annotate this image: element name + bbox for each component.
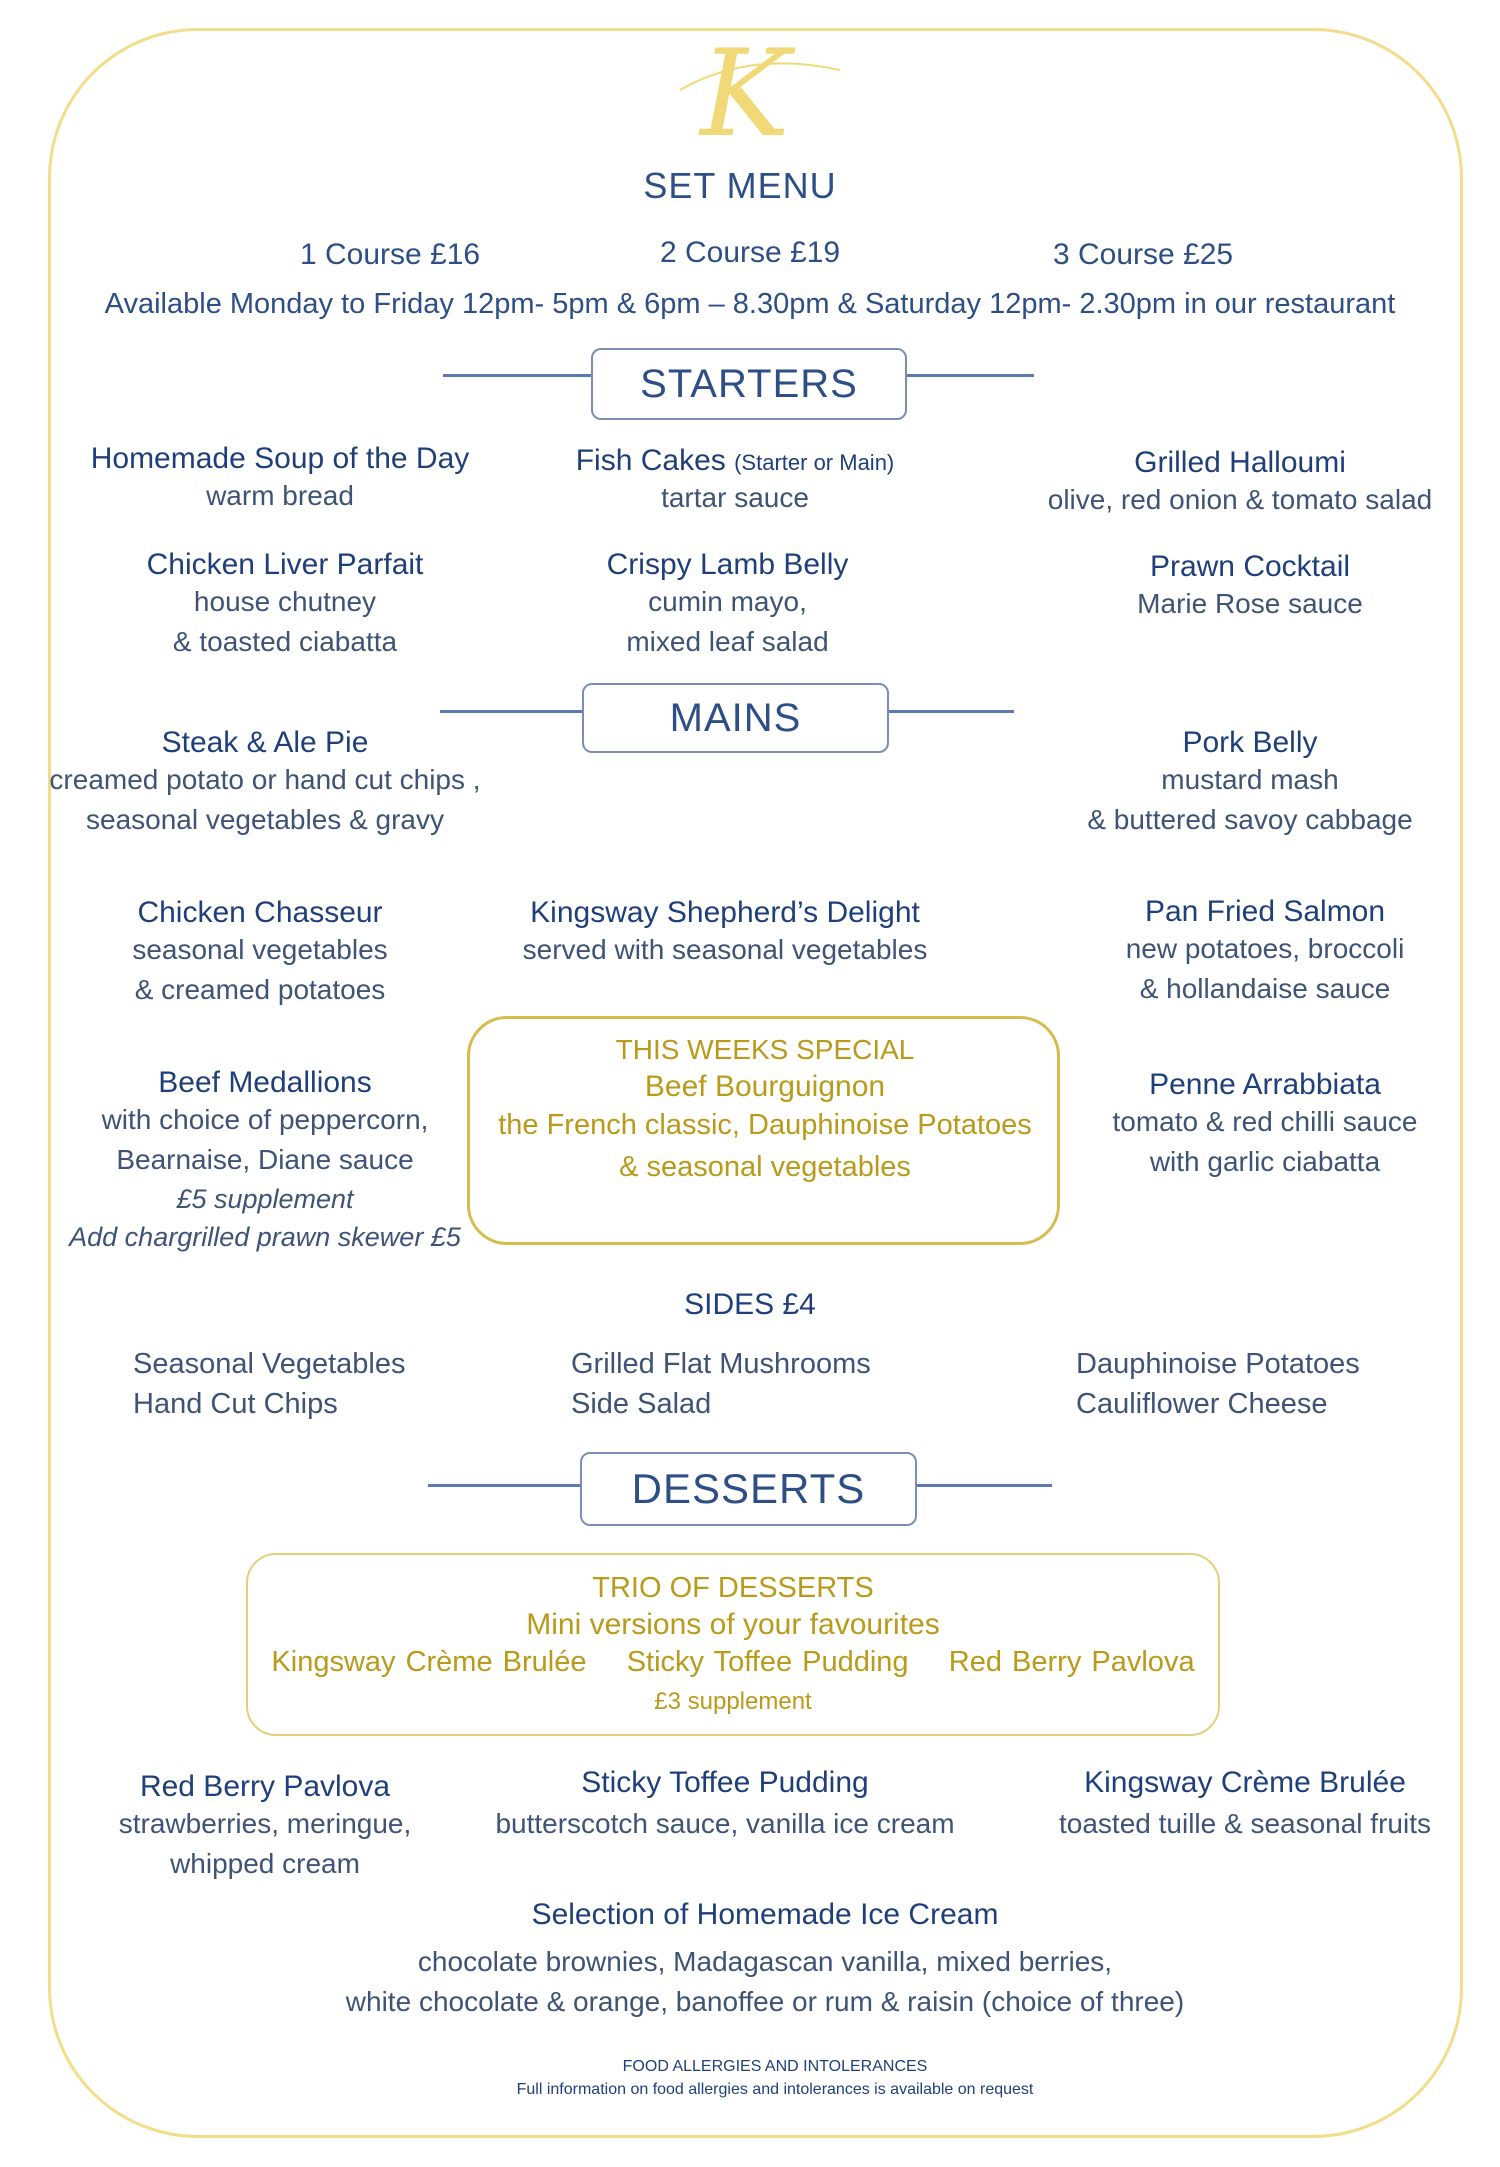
dish-desc: whipped cream (170, 1848, 360, 1879)
trio-item: Kingsway Crème Brulée (271, 1646, 587, 1678)
divider-line (906, 374, 1034, 377)
main-steak-ale-pie (40, 726, 490, 840)
dish-desc: toasted tuille & seasonal fruits (1059, 1808, 1431, 1839)
sides-heading: SIDES £4 (684, 1288, 816, 1321)
price-2-course: 2 Course £19 (660, 236, 841, 269)
special-label: THIS WEEKS SPECIAL (615, 1034, 915, 1065)
dish-desc: & toasted ciabatta (172, 626, 398, 657)
dish-name: Crispy Lamb Belly (606, 548, 849, 581)
trio-supplement: £3 supplement (654, 1688, 812, 1715)
dish-name: Chicken Chasseur (137, 896, 383, 929)
side-item: Side Salad (571, 1388, 712, 1420)
starter-halloumi (1010, 446, 1470, 520)
supplement-note: £5 supplement (176, 1184, 354, 1214)
price-1-course: 1 Course £16 (300, 238, 481, 271)
main-chicken-chasseur (40, 896, 480, 1010)
price-3-course: 3 Course £25 (1053, 238, 1234, 271)
divider-line (443, 374, 593, 377)
availability-text: Available Monday to Friday 12pm- 5pm & 6pm – 8.30pm & Saturday 12pm- 2.30pm in our restaurant (104, 288, 1396, 320)
main-beef-medallions (40, 1066, 490, 1256)
dessert-ice-cream (200, 1898, 1330, 2022)
main-pork-belly (1050, 726, 1450, 840)
dish-desc: with garlic ciabatta (1149, 1146, 1381, 1177)
dish-desc: new potatoes, broccoli (1125, 933, 1405, 964)
dish-desc: served with seasonal vegetables (522, 934, 928, 965)
dish-desc: seasonal vegetables (132, 934, 388, 965)
main-penne-arrabbiata (1070, 1068, 1460, 1182)
dessert-sticky-toffee (470, 1766, 980, 1844)
dish-desc: with choice of peppercorn, (101, 1104, 429, 1135)
trio-item: Sticky Toffee Pudding (626, 1646, 909, 1678)
dish-name: Pork Belly (1182, 726, 1318, 759)
kingsway-logo (640, 20, 870, 160)
special-name: Beef Bourguignon (644, 1070, 886, 1103)
desserts-heading: DESSERTS (580, 1452, 917, 1526)
dish-name: Sticky Toffee Pudding (581, 1766, 869, 1799)
dish-desc: seasonal vegetables & gravy (86, 804, 444, 835)
trio-label: TRIO OF DESSERTS (592, 1572, 874, 1604)
dish-desc: house chutney (193, 586, 377, 617)
dish-name: Penne Arrabbiata (1149, 1068, 1381, 1101)
dish-desc: Marie Rose sauce (1137, 588, 1363, 619)
dish-desc: mustard mash (1161, 764, 1339, 795)
side-item: Grilled Flat Mushrooms (571, 1348, 871, 1380)
dish-desc: cumin mayo, (648, 586, 807, 617)
dish-name: Kingsway Crème Brulée (1084, 1766, 1406, 1799)
main-shepherds-delight (500, 896, 950, 970)
divider-line (428, 1484, 582, 1487)
side-item: Hand Cut Chips (133, 1388, 338, 1420)
prawn-skewer-note: Add chargrilled prawn skewer £5 (69, 1222, 461, 1252)
starter-lamb-belly (520, 548, 935, 662)
special-desc: the French classic, Dauphinoise Potatoes (498, 1109, 1032, 1141)
trio-item: Red Berry Pavlova (948, 1646, 1195, 1678)
dish-desc: olive, red onion & tomato salad (1047, 484, 1433, 515)
sides-column-1 (133, 1344, 406, 1424)
dish-desc: & buttered savoy cabbage (1087, 804, 1413, 835)
dish-desc: & hollandaise sauce (1139, 973, 1391, 1004)
menu-title: SET MENU (643, 165, 837, 206)
divider-line (440, 710, 584, 713)
dish-name: Homemade Soup of the Day (90, 442, 470, 475)
dish-name: Selection of Homemade Ice Cream (531, 1898, 999, 1931)
dish-name: Fish Cakes (575, 444, 726, 477)
dish-name: Chicken Liver Parfait (146, 548, 424, 581)
dish-name: Beef Medallions (158, 1066, 372, 1099)
side-item: Cauliflower Cheese (1076, 1388, 1328, 1420)
allergy-heading: FOOD ALLERGIES AND INTOLERANCES (622, 2058, 928, 2075)
divider-line (916, 1484, 1052, 1487)
dish-desc: creamed potato or hand cut chips , (49, 764, 481, 795)
dish-desc: tomato & red chilli sauce (1112, 1106, 1418, 1137)
trio-subtitle: Mini versions of your favourites (526, 1608, 940, 1641)
starters-heading: STARTERS (591, 348, 907, 420)
mains-heading: MAINS (582, 683, 889, 753)
weekly-special (470, 1030, 1060, 1188)
dish-name: Grilled Halloumi (1134, 446, 1346, 479)
starter-prawn-cocktail (1020, 550, 1480, 624)
sides-column-2 (571, 1344, 871, 1424)
dish-name: Kingsway Shepherd’s Delight (530, 896, 920, 929)
special-desc: & seasonal vegetables (619, 1151, 911, 1183)
dessert-pavlova (60, 1770, 470, 1884)
dish-desc: strawberries, meringue, (118, 1808, 412, 1839)
dish-desc: warm bread (206, 480, 354, 511)
dish-name: Steak & Ale Pie (161, 726, 369, 759)
dish-desc: tartar sauce (661, 482, 809, 513)
dish-desc: Bearnaise, Diane sauce (116, 1144, 414, 1175)
side-item: Dauphinoise Potatoes (1076, 1348, 1360, 1380)
dish-name: Pan Fried Salmon (1144, 895, 1386, 928)
side-item: Seasonal Vegetables (133, 1348, 406, 1380)
dish-note: (Starter or Main) (734, 450, 895, 475)
dish-desc: white chocolate & orange, banoffee or rum & raisin (choice of three) (345, 1986, 1185, 2017)
dish-name: Red Berry Pavlova (139, 1770, 391, 1803)
dish-desc: mixed leaf salad (626, 626, 829, 657)
allergy-text: Full information on food allergies and intolerances is available on request (516, 2081, 1034, 2098)
logo-letter: K (700, 25, 790, 160)
divider-line (888, 710, 1014, 713)
trio-of-desserts (250, 1568, 1216, 1722)
dessert-creme-brulee (1020, 1766, 1470, 1844)
main-pan-fried-salmon (1060, 895, 1470, 1009)
dish-desc: & creamed potatoes (134, 974, 386, 1005)
dish-desc: butterscotch sauce, vanilla ice cream (495, 1808, 955, 1839)
starter-soup (50, 442, 510, 516)
starter-parfait (50, 548, 520, 662)
starter-fish-cakes (520, 444, 950, 518)
dish-name: Prawn Cocktail (1149, 550, 1351, 583)
dish-desc: chocolate brownies, Madagascan vanilla, mixed berries, (417, 1946, 1113, 1977)
sides-column-3 (1076, 1344, 1360, 1424)
